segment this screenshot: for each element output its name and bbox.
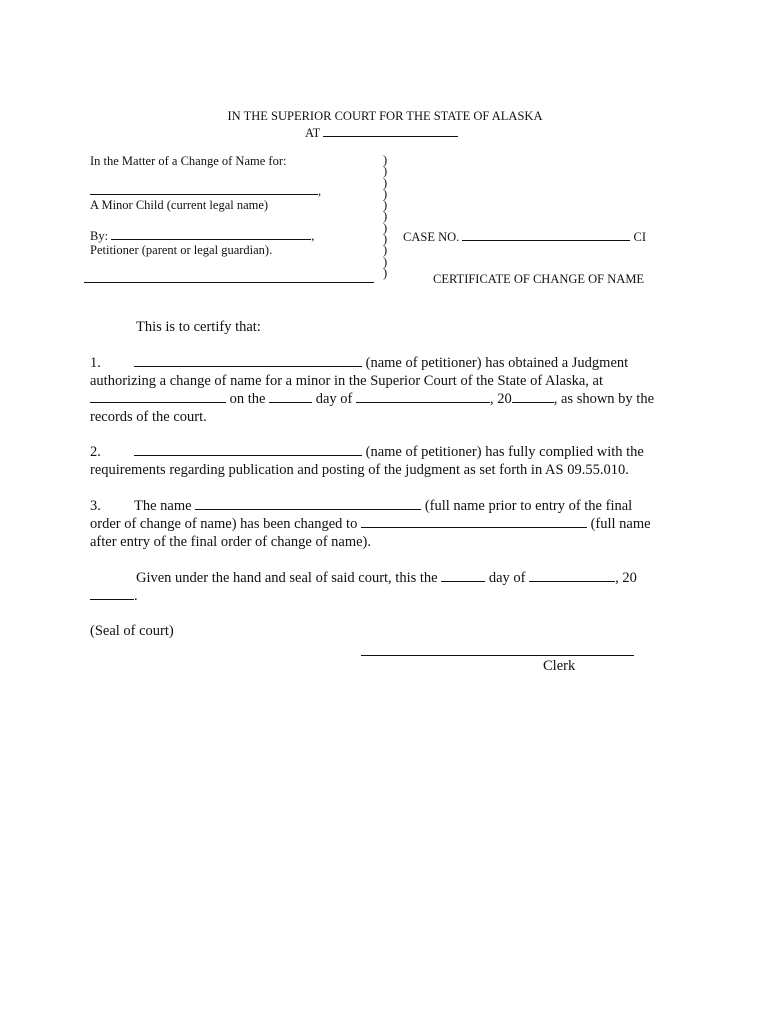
judgment-month-blank[interactable] xyxy=(356,390,490,403)
judgment-day-blank[interactable] xyxy=(269,390,312,403)
given-text-c: , 20 xyxy=(615,570,637,586)
new-name-blank[interactable] xyxy=(361,515,587,528)
at-label: AT xyxy=(305,126,321,140)
court-location-blank[interactable] xyxy=(323,124,458,137)
court-heading: IN THE SUPERIOR COURT FOR THE STATE OF ALASKA xyxy=(227,109,543,123)
item-1-text-d: day of xyxy=(315,391,353,407)
item-3-number: 3. xyxy=(90,498,101,514)
caption-bottom-line xyxy=(84,270,374,287)
given-text-d: . xyxy=(134,588,138,604)
petitioner-label: Petitioner (parent or legal guardian). xyxy=(90,243,273,257)
given-day-blank[interactable] xyxy=(441,569,485,582)
prior-name-blank[interactable] xyxy=(195,497,421,510)
item-1-text-f: , as shown by the xyxy=(553,391,655,407)
judgment-year-blank[interactable] xyxy=(512,390,554,403)
caption-parentheses: ) ) ) ) ) ) ) ) ) ) ) xyxy=(383,153,388,280)
minor-child-label: A Minor Child (current legal name) xyxy=(90,198,269,212)
minor-name-blank[interactable] xyxy=(90,182,318,195)
case-suffix: CI xyxy=(633,230,647,244)
item-3-text-d: (full name xyxy=(590,516,651,532)
item-1-number: 1. xyxy=(90,355,101,371)
given-year-blank[interactable] xyxy=(90,587,134,600)
item-1 xyxy=(90,354,674,426)
given-clause xyxy=(90,569,674,605)
item-1-text-b: authorizing a change of name for a minor in the Superior Court of the State of Alaska, at xyxy=(90,373,603,389)
item-2-number: 2. xyxy=(90,444,101,460)
item-3-text-b: (full name prior to entry of the final xyxy=(424,498,633,514)
item-3-text-e: after entry of the final order of change of name). xyxy=(90,534,372,550)
item-2-text-a: (name of petitioner) has fully complied with the xyxy=(365,444,644,460)
clerk-label: Clerk xyxy=(543,658,576,674)
by-label: By: xyxy=(90,229,109,243)
by-blank[interactable] xyxy=(111,227,311,240)
clerk-signature-line[interactable] xyxy=(361,643,634,656)
given-text-a: Given under the hand and seal of said court, this the xyxy=(136,570,438,586)
item-3-text-c: order of change of name) has been changed to xyxy=(90,516,358,532)
matter-label: In the Matter of a Change of Name for: xyxy=(90,154,287,168)
item-2-text-b: requirements regarding publication and posting of the judgment as set forth in AS 09.55.010. xyxy=(90,462,629,478)
document-title: CERTIFICATE OF CHANGE OF NAME xyxy=(433,272,645,286)
given-month-blank[interactable] xyxy=(529,569,615,582)
case-number-line xyxy=(403,228,646,245)
minor-name-line: , xyxy=(90,182,321,199)
item-3-text-a: The name xyxy=(134,498,192,514)
item-1-text-a: (name of petitioner) has obtained a Judgment xyxy=(365,355,629,371)
petitioner-name-blank-1[interactable] xyxy=(134,354,362,367)
item-1-text-e: , 20 xyxy=(489,391,512,407)
item-3 xyxy=(90,497,674,551)
by-line: By: , xyxy=(90,229,315,243)
item-1-text-g: records of the court. xyxy=(90,409,207,425)
item-2 xyxy=(90,443,674,479)
certify-intro: This is to certify that: xyxy=(136,319,261,335)
caption-bottom-rule xyxy=(84,270,374,283)
case-no-label: CASE NO. xyxy=(403,230,460,244)
case-number-blank[interactable] xyxy=(462,228,630,241)
judgment-location-blank[interactable] xyxy=(90,390,226,403)
given-text-b: day of xyxy=(488,570,526,586)
item-1-text-c: on the xyxy=(229,391,266,407)
court-location xyxy=(305,124,458,141)
petitioner-name-blank-2[interactable] xyxy=(134,443,362,456)
seal-label: (Seal of court) xyxy=(90,623,174,639)
